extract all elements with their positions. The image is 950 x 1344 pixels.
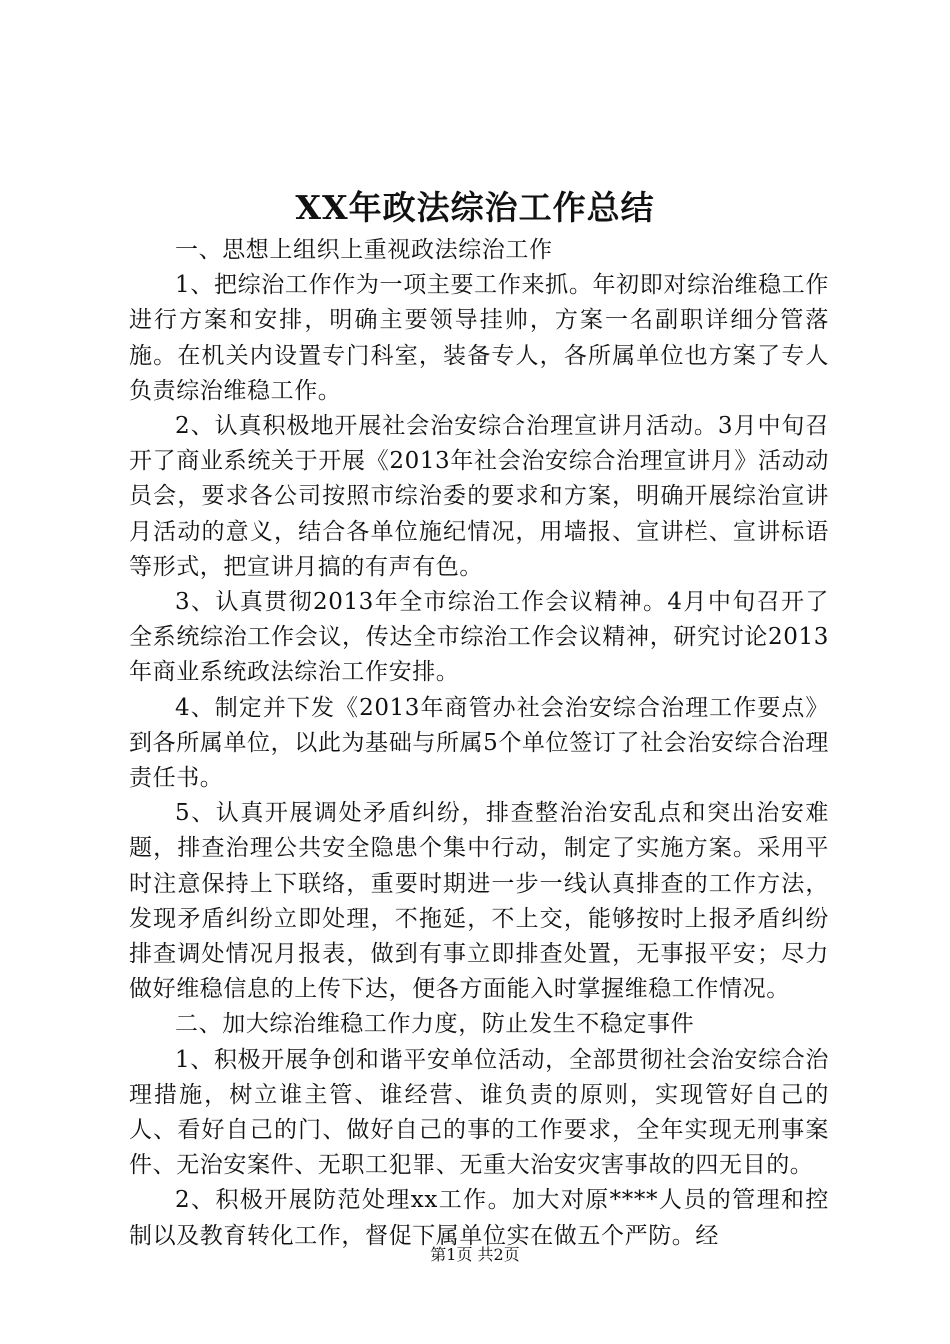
paragraph: 2、积极开展防范处理xx工作。加大对原****人员的管理和控制以及教育转化工作，督促下属单位实在做五个严防。经 xyxy=(129,1187,829,1249)
document-body xyxy=(129,233,829,1254)
paragraph: 1、积极开展争创和谐平安单位活动，全部贯彻社会治安综合治理措施，树立谁主管、谁经营、谁负责的原则，实现管好自己的人、看好自己的门、做好自己的事的工作要求，全年实现无刑事案件、无治安案件、无职工犯罪、无重大治安灾害事故的四无目的。 xyxy=(129,1046,829,1179)
paragraph: 5、认真开展调处矛盾纠纷，排查整治治安乱点和突出治安难题，排查治理公共安全隐患个集中行动，制定了实施方案。采用平时注意保持上下联络，重要时期进一步一线认真排查的工作方法，发现矛盾纠纷立即处理，不拖延，不上交，能够按时上报矛盾纠纷排查调处情况月报表，做到有事立即排查处置，无事报平安；尽力做好维稳信息的上传下达，便各方面能入时掌握维稳工作情况。 xyxy=(129,800,829,1003)
paragraph: 4、制定并下发《2013年商管办社会治安综合治理工作要点》到各所属单位，以此为基础与所属5个单位签订了社会治安综合治理责任书。 xyxy=(129,694,829,792)
document-title: XX年政法综治工作总结 xyxy=(295,188,655,227)
section-heading-1: 一、思想上组织上重视政法综治工作 xyxy=(175,237,553,263)
paragraph: 2、认真积极地开展社会治安综合治理宣讲月活动。3月中旬召开了商业系统关于开展《2013年社会治安综合治理宣讲月》活动动员会，要求各公司按照市综治委的要求和方案，明确开展综治宣讲月活动的意义，结合各单位施纪情况，用墙报、宣讲栏、宣讲标语等形式，把宣讲月搞的有声有色。 xyxy=(129,413,829,580)
paragraph: 1、把综治工作作为一项主要工作来抓。年初即对综治维稳工作进行方案和安排，明确主要领导挂帅，方案一名副职详细分管落施。在机关内设置专门科室，装备专人，各所属单位也方案了专人负责综治维稳工作。 xyxy=(129,272,829,404)
paragraph: 3、认真贯彻2013年全市综治工作会议精神。4月中旬召开了全系统综治工作会议，传达全市综治工作会议精神，研究讨论2013年商业系统政法综治工作安排。 xyxy=(129,589,829,686)
page-number: 第1页 共2页 xyxy=(430,1245,520,1264)
section-heading-2: 二、加大综治维稳工作力度，防止发生不稳定事件 xyxy=(175,1011,695,1038)
